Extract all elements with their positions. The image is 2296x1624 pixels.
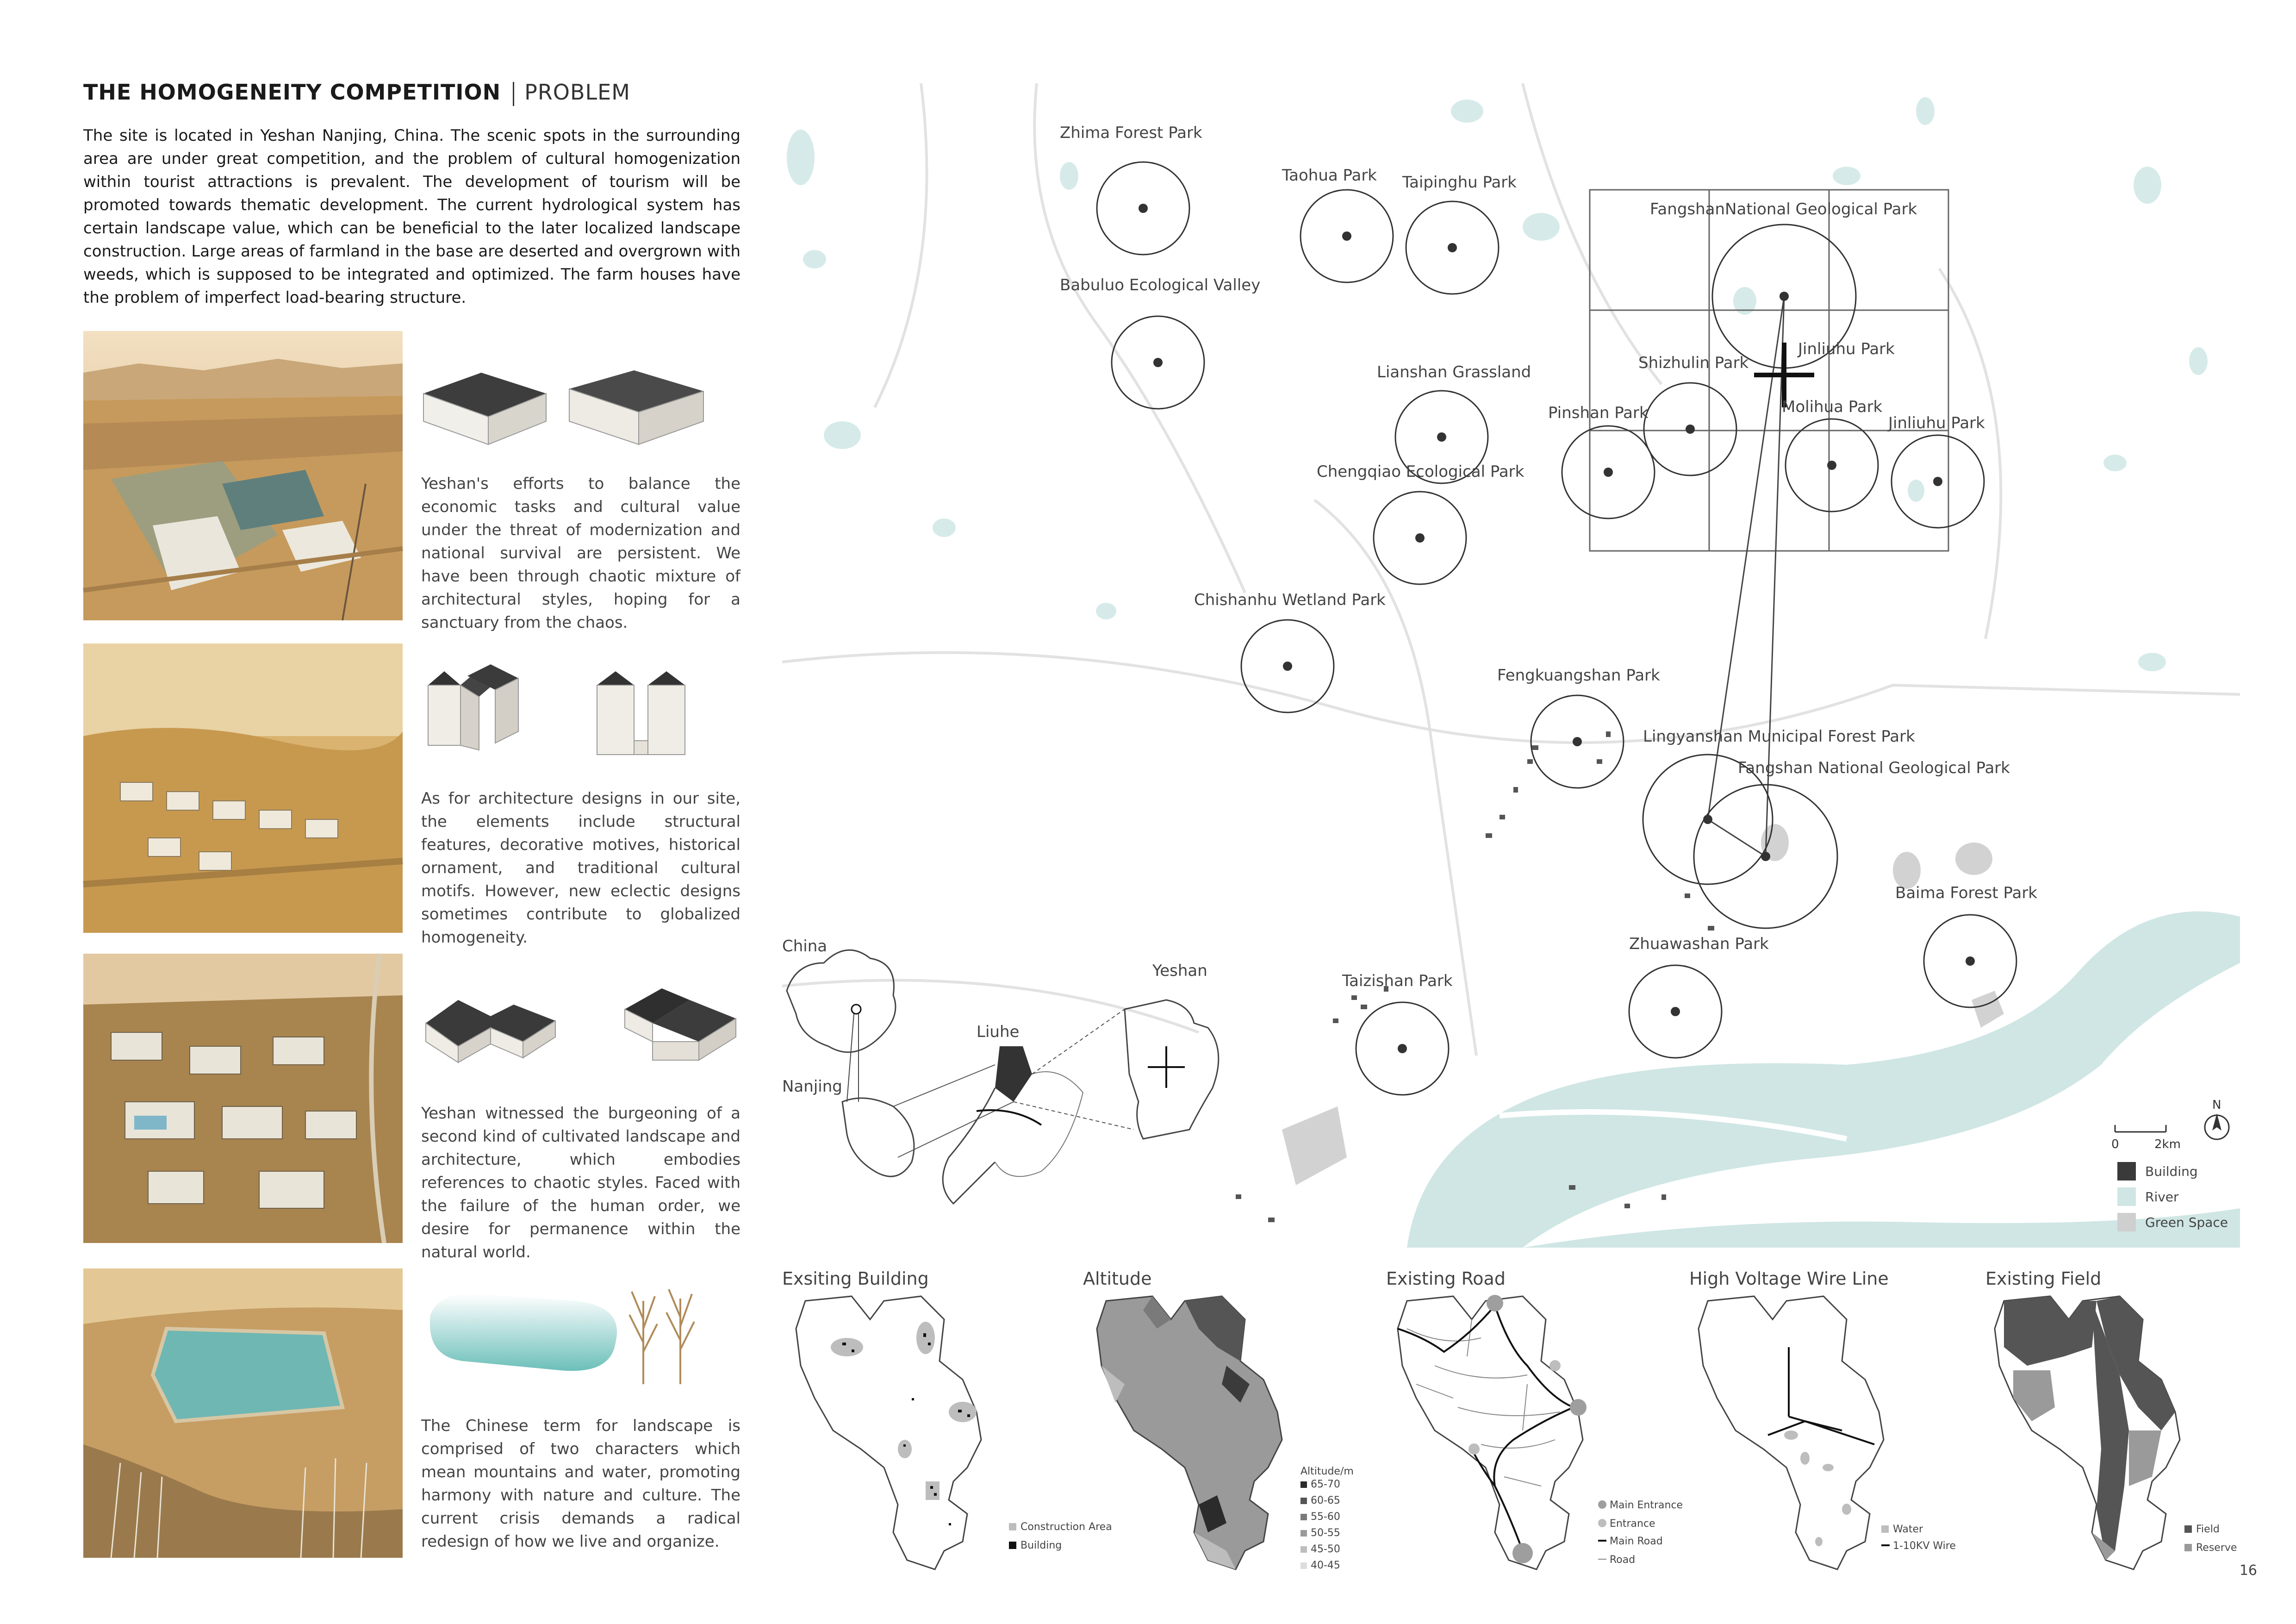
park-label: Pinshan Park: [1548, 404, 1649, 422]
building-model-icon: [428, 664, 518, 750]
park-label: Fengkuangshan Park: [1497, 666, 1660, 685]
legend-label: 55-60: [1311, 1511, 1340, 1523]
legend-swatch-altitude: [1300, 1546, 1307, 1553]
tree-icon: [629, 1289, 694, 1384]
park-label: Fangshan National Geological Park: [1738, 759, 2010, 777]
scale-zero: 0: [2111, 1137, 2119, 1151]
building-model-icon: [423, 373, 546, 444]
building-models-row-2: [421, 657, 745, 778]
legend-label: Green Space: [2145, 1215, 2228, 1230]
legend-label: Main Road: [1610, 1536, 1663, 1547]
building-model-icon: [625, 988, 736, 1060]
legend-label: Field: [2196, 1524, 2220, 1535]
legend-swatch-altitude: [1300, 1481, 1307, 1488]
park-label: FangshanNational Geological Park: [1650, 200, 1917, 219]
landscape-models-row-4: [421, 1273, 745, 1393]
legend-label: Water: [1893, 1524, 1923, 1535]
park-label: Zhima Forest Park: [1060, 124, 1202, 142]
aerial-photo-village: [83, 331, 403, 620]
section-4-text: The Chinese term for landscape is comprised of two characters which mean mountains and water, promoting harmony with nature and culture. The current crisis demands a radical redesign of how we live and organize.: [421, 1417, 740, 1551]
legend-swatch-green-space: [2117, 1213, 2136, 1231]
legend-label: 65-70: [1311, 1479, 1340, 1490]
existing-building-map: [787, 1292, 1112, 1579]
entrance-icon: [1468, 1443, 1480, 1455]
subtitle-text: PROBLEM: [524, 80, 630, 105]
park-label: Lingyanshan Municipal Forest Park: [1643, 727, 1915, 746]
legend-label: River: [2145, 1189, 2179, 1205]
existing-road-map: [1388, 1292, 1683, 1579]
liuhe-label: Liuhe: [977, 1023, 1020, 1041]
park-label: Jinliuhu Park: [1798, 340, 1895, 358]
page-number: 16: [2239, 1562, 2257, 1579]
park-label: Taizishan Park: [1342, 972, 1453, 990]
entrance-icon: [1549, 1360, 1561, 1371]
park-label: Molihua Park: [1782, 398, 1883, 416]
intro-paragraph: The site is located in Yeshan Nanjing, China. The scenic spots in the surrounding area are under great competition, and the problem of cultural homogenization within tourist attractions is prevalent. The development of tourism will be promoted towards thematic development. The current hydrological system has certain landscape value, which can be beneficial to the later localized landscape construction. Large areas of farmland in the base are deserted and overgrown with weeds, which is supposed to be integrated and optimized. The farm houses have the problem of imperfect load-bearing structure.: [83, 126, 740, 307]
legend-swatch-building: [1009, 1542, 1016, 1549]
main-entrance-icon: [1570, 1399, 1587, 1416]
legend-swatch-main-entrance: [1598, 1500, 1606, 1509]
altitude-map: [1088, 1292, 1375, 1579]
yeshan-label: Yeshan: [1152, 962, 1207, 980]
north-label: N: [2212, 1098, 2221, 1112]
legend-label: 60-65: [1311, 1495, 1340, 1506]
water-model-icon: [430, 1294, 617, 1371]
legend-swatch-construction: [1009, 1523, 1016, 1530]
map-title-high-voltage: High Voltage Wire Line: [1689, 1268, 1889, 1289]
building-model-icon: [426, 1000, 555, 1062]
legend-label: 45-50: [1311, 1543, 1340, 1555]
legend-label: 1-10KV Wire: [1893, 1540, 1956, 1552]
park-label: Taohua Park: [1282, 166, 1377, 185]
main-entrance-icon: [1487, 1295, 1503, 1312]
park-label: Babuluo Ecological Valley: [1060, 276, 1261, 294]
building-model-icon: [569, 370, 703, 444]
legend-swatch-entrance: [1598, 1519, 1606, 1527]
legend-label: 40-45: [1311, 1560, 1340, 1571]
legend-swatch-river: [2117, 1187, 2136, 1206]
legend-swatch-altitude: [1300, 1498, 1307, 1504]
park-label: Jinliuhu Park: [1888, 414, 1985, 432]
high-voltage-map: [1689, 1292, 1976, 1579]
aerial-photo-pond: [83, 1268, 403, 1558]
title-text: THE HOMOGENEITY COMPETITION: [83, 80, 501, 105]
map-title-existing-field: Existing Field: [1985, 1268, 2102, 1289]
aerial-photo-houses: [83, 643, 403, 933]
legend-label: 50-55: [1311, 1527, 1340, 1539]
china-label: China: [782, 937, 828, 956]
legend-swatch-water: [1881, 1525, 1889, 1533]
legend-label: Building: [2145, 1164, 2198, 1179]
building-models-row-3: [421, 963, 745, 1083]
legend-swatch-altitude: [1300, 1530, 1307, 1537]
legend-swatch-altitude: [1300, 1562, 1307, 1569]
legend-label: Building: [1020, 1540, 1062, 1551]
aerial-photo-courtyards: [83, 954, 403, 1243]
legend-swatch-reserve: [2184, 1544, 2192, 1551]
legend-swatch-building: [2117, 1162, 2136, 1181]
map-title-altitude: Altitude: [1083, 1268, 1152, 1289]
legend-swatch-altitude: [1300, 1514, 1307, 1520]
main-entrance-icon: [1512, 1543, 1533, 1563]
section-3-text: Yeshan witnessed the burgeoning of a second kind of cultivated landscape and architecture, which embodies references to chaotic styles. Faced with the failure of the human order, we desire for permanence within the natural world.: [421, 1104, 740, 1262]
legend-label: Reserve: [2196, 1542, 2237, 1554]
building-models-row-1: [421, 352, 745, 472]
park-label: Zhuawashan Park: [1629, 935, 1769, 953]
existing-field-map: [1985, 1292, 2272, 1579]
park-label: Lianshan Grassland: [1377, 363, 1531, 381]
park-label: Shizhulin Park: [1638, 354, 1749, 372]
map-title-existing-road: Existing Road: [1386, 1268, 1506, 1289]
page-title: [83, 80, 630, 106]
legend-label: Entrance: [1610, 1518, 1655, 1530]
title-divider: [513, 82, 514, 106]
scale-distance: 2km: [2154, 1137, 2181, 1151]
park-label: Taipinghu Park: [1402, 173, 1517, 192]
nanjing-label: Nanjing: [782, 1077, 842, 1096]
park-label: Chengqiao Ecological Park: [1317, 462, 1524, 481]
section-1-text: Yeshan's efforts to balance the economic tasks and cultural value under the threat of modernization and national survival are persistent. We have been through chaotic mixture of architectural styles, hoping for a sanctuary from the chaos.: [421, 475, 740, 632]
park-label: Baima Forest Park: [1895, 884, 2037, 902]
legend-label: Road: [1610, 1554, 1636, 1566]
park-label: Chishanhu Wetland Park: [1194, 591, 1386, 609]
regional-park-map: [782, 83, 2240, 1248]
altitude-legend-title: Altitude/m: [1300, 1466, 1354, 1477]
section-2-text: As for architecture designs in our site, the elements include structural features, decorative motives, historical ornament, and traditional cultural motifs. However, new eclectic designs sometimes contribute to globalized homogeneity.: [421, 789, 740, 947]
map-title-existing-building: Exsiting Building: [782, 1268, 929, 1289]
legend-label: Main Entrance: [1610, 1499, 1683, 1511]
legend-label: Construction Area: [1020, 1521, 1112, 1533]
building-model-icon: [597, 671, 685, 755]
legend-swatch-field: [2184, 1525, 2192, 1533]
